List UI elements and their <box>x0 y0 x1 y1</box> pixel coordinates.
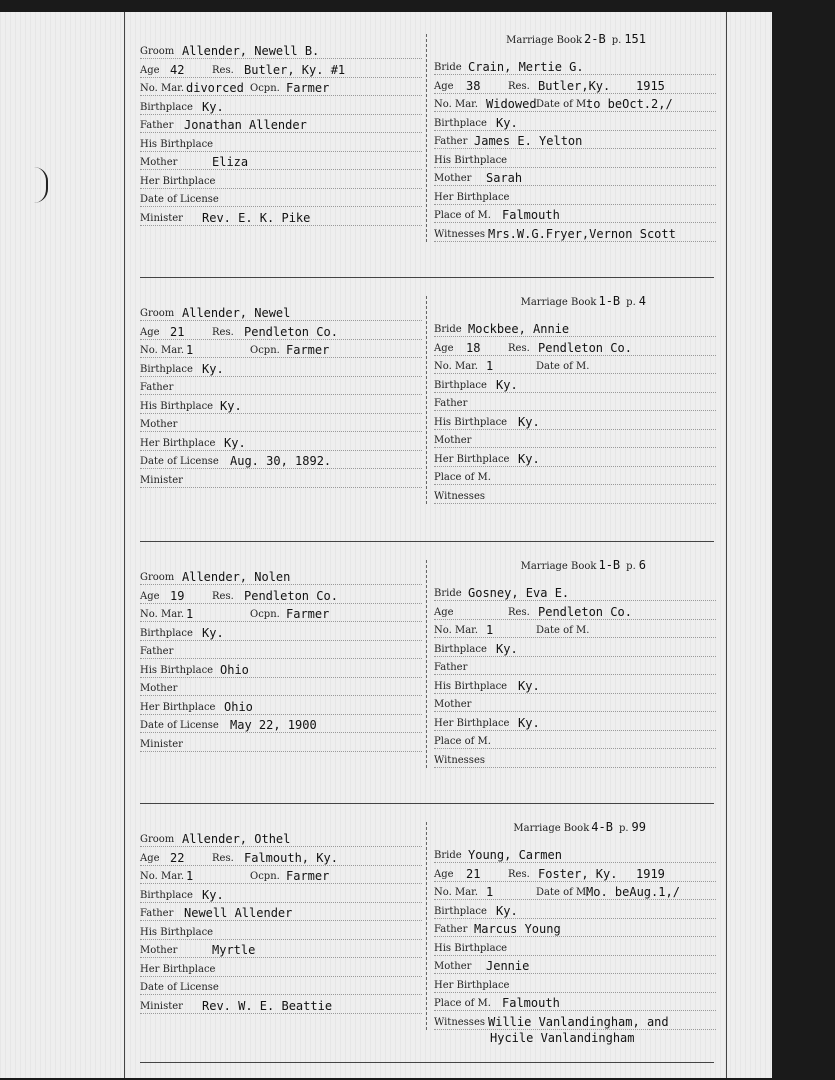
bride-age: 18 <box>466 340 481 355</box>
bride-date-m: Mo. beAug.1,/ <box>586 885 680 899</box>
birthplace-label: Birthplace <box>434 117 487 129</box>
birthplace-label: Birthplace <box>140 627 193 639</box>
place-m-row <box>434 466 716 485</box>
bride-mother: Sarah <box>486 171 523 185</box>
minister-row <box>140 733 422 752</box>
res-label: Res. <box>212 326 234 338</box>
his-birthplace-row <box>434 675 716 694</box>
his-birthplace-label: His Birthplace <box>434 154 508 166</box>
witnesses-row <box>434 1011 716 1030</box>
groom-res: Pendleton Co. <box>244 588 338 603</box>
date-license-label: Date of License <box>140 982 219 993</box>
date-license-label: Date of License <box>140 720 219 731</box>
groom-label: Groom <box>140 46 175 57</box>
bride-her-birthplace: Ky. <box>518 715 540 730</box>
bride-place-m: Falmouth <box>502 996 560 1010</box>
her-birthplace-row <box>140 432 422 451</box>
father-row <box>140 640 422 659</box>
date-license-row <box>140 188 422 207</box>
groom-date-license: May 22, 1900 <box>230 718 317 732</box>
groom-his-birthplace: Ohio <box>220 662 249 677</box>
his-birthplace-label: His Birthplace <box>140 926 214 938</box>
groom-no-mar: 1 <box>186 343 194 357</box>
birthplace-label: Birthplace <box>140 889 193 901</box>
bride-no-mar: 1 <box>486 885 494 899</box>
groom-minister: Rev. W. E. Beattie <box>202 998 333 1013</box>
father-row <box>434 392 716 411</box>
her-birthplace-label: Her Birthplace <box>434 453 510 465</box>
bride-name: Young, Carmen <box>468 848 562 862</box>
groom-her-birthplace: Ohio <box>224 699 253 714</box>
marriage-book-ref <box>521 558 646 572</box>
groom-row <box>140 40 422 59</box>
res-label: Res. <box>212 64 234 76</box>
age-label: Age <box>140 64 160 76</box>
page-label: p. <box>611 35 622 46</box>
witnesses-label: Witnesses <box>434 490 485 502</box>
witnesses-label: Witnesses <box>434 754 485 766</box>
father-label: Father <box>140 908 174 919</box>
bride-row <box>434 318 716 337</box>
ocpn-label: Ocpn. <box>250 345 280 356</box>
no-mar-label: No. Mar. <box>140 609 185 620</box>
card-separator <box>140 1062 714 1063</box>
marriage-book-value: 2-B <box>584 32 606 46</box>
bride-date-m: to beOct.2,/ <box>586 97 673 111</box>
her-birthplace-row <box>434 186 716 205</box>
father-label: Father <box>434 924 468 935</box>
groom-age: 21 <box>170 324 185 339</box>
bride-label: Bride <box>434 850 462 861</box>
column-divider <box>426 822 428 1030</box>
father-row <box>434 130 716 149</box>
bride-res: Pendleton Co. <box>538 604 632 619</box>
place-m-label: Place of M. <box>434 736 491 747</box>
father-label: Father <box>434 136 468 147</box>
age-label: Age <box>140 590 160 602</box>
mother-label: Mother <box>434 173 472 184</box>
page-label: p. <box>618 823 629 834</box>
his-birthplace-label: His Birthplace <box>434 942 508 954</box>
witnesses-row <box>434 223 716 242</box>
mother-label: Mother <box>434 961 472 972</box>
marriage-book-ref <box>506 32 646 46</box>
bride-his-birthplace: Ky. <box>518 678 540 693</box>
no-mar-row <box>434 355 716 374</box>
groom-row <box>140 302 422 321</box>
bride-name: Mockbee, Annie <box>468 322 570 336</box>
groom-birthplace: Ky. <box>202 887 224 902</box>
groom-row <box>140 828 422 847</box>
groom-row <box>140 566 422 585</box>
page-value: 151 <box>624 32 646 46</box>
bride-mother: Jennie <box>486 959 530 973</box>
bride-birthplace: Ky. <box>496 641 518 656</box>
marriage-book-value: 4-B <box>591 820 613 834</box>
marriage-book-label: Marriage Book <box>506 35 583 46</box>
place-m-label: Place of M. <box>434 472 491 483</box>
his-birthplace-row <box>140 395 422 414</box>
no-mar-label: No. Mar. <box>434 361 479 372</box>
bride-res: Butler,Ky. <box>538 78 611 93</box>
age-res-row <box>140 847 422 866</box>
date-license-row <box>140 714 422 733</box>
father-row <box>140 902 422 921</box>
bride-age: 38 <box>466 78 481 93</box>
no-mar-row <box>434 93 716 112</box>
marriage-record-card <box>140 820 716 1045</box>
document-page <box>0 12 772 1078</box>
page-label: p. <box>626 297 636 308</box>
groom-name: Allender, Newel <box>182 306 291 320</box>
date-m-label: Date of M. <box>536 361 590 372</box>
date-license-row <box>140 976 422 995</box>
page-value: 4 <box>638 294 646 308</box>
ocpn-label: Ocpn. <box>250 609 280 620</box>
groom-mother: Myrtle <box>212 943 256 957</box>
bride-birthplace: Ky. <box>496 377 518 392</box>
her-birthplace-label: Her Birthplace <box>140 175 216 187</box>
no-mar-label: No. Mar. <box>434 887 479 898</box>
bride-father: Marcus Young <box>474 922 561 936</box>
age-res-row <box>140 59 422 78</box>
groom-label: Groom <box>140 834 175 845</box>
no-mar-row <box>140 339 422 358</box>
bride-witnesses: Mrs.W.G.Fryer,Vernon Scott <box>488 226 676 241</box>
marriage-record-card <box>140 294 716 504</box>
father-row <box>140 114 422 133</box>
res-label: Res. <box>508 80 530 92</box>
page-value: 6 <box>638 558 646 572</box>
groom-no-mar: 1 <box>186 607 194 621</box>
his-birthplace-row <box>140 133 422 152</box>
minister-row <box>140 469 422 488</box>
bride-res: Foster, Ky. <box>538 866 618 881</box>
place-m-label: Place of M. <box>434 210 491 221</box>
bride-no-mar: Widowed <box>486 97 537 111</box>
mother-label: Mother <box>140 419 178 430</box>
her-birthplace-row <box>140 696 422 715</box>
mother-label: Mother <box>140 157 178 168</box>
page-value: 99 <box>631 820 646 834</box>
age-res-row <box>140 585 422 604</box>
her-birthplace-label: Her Birthplace <box>140 437 216 449</box>
father-row <box>434 656 716 675</box>
bride-row <box>434 56 716 75</box>
bride-row <box>434 844 716 863</box>
place-m-row <box>434 992 716 1011</box>
birthplace-label: Birthplace <box>434 643 487 655</box>
age-label: Age <box>140 852 160 864</box>
marriage-book-label: Marriage Book <box>520 561 597 572</box>
no-mar-label: No. Mar. <box>140 345 185 356</box>
father-row <box>140 376 422 395</box>
bride-year: 1915 <box>636 78 665 93</box>
groom-name: Allender, Nolen <box>182 570 291 584</box>
groom-ocpn: Farmer <box>286 343 330 357</box>
her-birthplace-row <box>434 712 716 731</box>
witnesses-label: Witnesses <box>434 228 485 240</box>
bride-label: Bride <box>434 324 462 335</box>
birthplace-row <box>434 638 716 657</box>
bride-label: Bride <box>434 588 462 599</box>
groom-label: Groom <box>140 308 175 319</box>
date-m-label: Date of M. <box>536 887 590 898</box>
mother-row <box>140 151 422 170</box>
bride-row <box>434 582 716 601</box>
father-label: Father <box>434 398 468 409</box>
groom-ocpn: Farmer <box>286 81 330 95</box>
his-birthplace-label: His Birthplace <box>434 680 508 692</box>
bride-witnesses-continued: Hycile Vanlandingham <box>490 1031 635 1045</box>
groom-her-birthplace: Ky. <box>224 435 246 450</box>
marriage-book-label: Marriage Book <box>513 823 590 834</box>
bride-label: Bride <box>434 62 462 73</box>
groom-mother: Eliza <box>212 155 249 169</box>
no-mar-row <box>434 619 716 638</box>
left-margin-line <box>124 12 125 1078</box>
mother-row <box>140 413 422 432</box>
her-birthplace-label: Her Birthplace <box>434 717 510 729</box>
age-res-row <box>434 601 716 620</box>
age-res-row <box>434 75 716 94</box>
bride-res: Pendleton Co. <box>538 340 632 355</box>
groom-no-mar: divorced <box>186 81 244 95</box>
her-birthplace-label: Her Birthplace <box>140 963 216 975</box>
her-birthplace-row <box>434 448 716 467</box>
witnesses-row <box>434 485 716 504</box>
mother-row <box>434 167 716 186</box>
card-separator <box>140 803 714 804</box>
ocpn-label: Ocpn. <box>250 83 280 94</box>
bride-name: Crain, Mertie G. <box>468 60 584 74</box>
bride-witnesses: Willie Vanlandingham, and <box>488 1014 669 1029</box>
groom-age: 42 <box>170 62 185 77</box>
marriage-book-ref <box>521 294 646 308</box>
age-label: Age <box>434 80 454 92</box>
date-license-label: Date of License <box>140 456 219 467</box>
column-divider <box>426 560 428 768</box>
place-m-label: Place of M. <box>434 998 491 1009</box>
no-mar-label: No. Mar. <box>140 83 185 94</box>
her-birthplace-label: Her Birthplace <box>434 191 510 203</box>
his-birthplace-label: His Birthplace <box>140 664 214 676</box>
groom-ocpn: Farmer <box>286 869 330 883</box>
age-res-row <box>434 337 716 356</box>
column-divider <box>426 296 428 504</box>
bride-birthplace: Ky. <box>496 903 518 918</box>
his-birthplace-label: His Birthplace <box>140 400 214 412</box>
father-row <box>434 918 716 937</box>
card-separator <box>140 277 714 278</box>
marriage-book-label: Marriage Book <box>520 297 597 308</box>
father-label: Father <box>140 120 174 131</box>
minister-label: Minister <box>140 474 183 486</box>
res-label: Res. <box>212 590 234 602</box>
marriage-book-value: 1-B <box>598 294 621 308</box>
birthplace-row <box>434 374 716 393</box>
date-m-label: Date of M. <box>536 99 590 110</box>
groom-father: Jonathan Allender <box>184 118 307 132</box>
bride-birthplace: Ky. <box>496 115 518 130</box>
minister-label: Minister <box>140 738 183 750</box>
birthplace-label: Birthplace <box>140 101 193 113</box>
mother-label: Mother <box>434 435 472 446</box>
groom-name: Allender, Othel <box>182 832 291 846</box>
no-mar-row <box>140 603 422 622</box>
his-birthplace-label: His Birthplace <box>140 138 214 150</box>
groom-name: Allender, Newell B. <box>182 44 320 58</box>
groom-res: Falmouth, Ky. <box>244 850 338 865</box>
birthplace-row <box>140 622 422 641</box>
groom-age: 22 <box>170 850 185 865</box>
age-label: Age <box>434 868 454 880</box>
marriage-record-card <box>140 558 716 768</box>
no-mar-label: No. Mar. <box>434 99 479 110</box>
groom-no-mar: 1 <box>186 869 194 883</box>
right-margin-line <box>726 12 727 1078</box>
his-birthplace-row <box>434 937 716 956</box>
minister-row <box>140 995 422 1014</box>
bride-his-birthplace: Ky. <box>518 414 540 429</box>
his-birthplace-label: His Birthplace <box>434 416 508 428</box>
witnesses-label: Witnesses <box>434 1016 485 1028</box>
groom-age: 19 <box>170 588 185 603</box>
no-mar-label: No. Mar. <box>434 625 479 636</box>
father-label: Father <box>434 662 468 673</box>
groom-res: Pendleton Co. <box>244 324 338 339</box>
father-label: Father <box>140 646 174 657</box>
margin-bracket-mark <box>32 167 48 203</box>
bride-name: Gosney, Eva E. <box>468 586 570 600</box>
birthplace-label: Birthplace <box>434 379 487 391</box>
mother-label: Mother <box>140 683 178 694</box>
date-license-label: Date of License <box>140 194 219 205</box>
marriage-book-ref <box>513 820 646 834</box>
bride-place-m: Falmouth <box>502 208 560 222</box>
minister-row <box>140 207 422 226</box>
birthplace-label: Birthplace <box>140 363 193 375</box>
marriage-record-card <box>140 32 716 242</box>
mother-row <box>140 677 422 696</box>
age-res-row <box>140 321 422 340</box>
date-license-row <box>140 450 422 469</box>
his-birthplace-row <box>434 149 716 168</box>
card-separator <box>140 541 714 542</box>
groom-his-birthplace: Ky. <box>220 398 242 413</box>
bride-age: 21 <box>466 866 481 881</box>
age-label: Age <box>434 342 454 354</box>
res-label: Res. <box>508 868 530 880</box>
date-m-label: Date of M. <box>536 625 590 636</box>
column-divider <box>426 34 428 242</box>
mother-row <box>434 429 716 448</box>
bride-no-mar: 1 <box>486 359 494 373</box>
her-birthplace-row <box>140 958 422 977</box>
birthplace-row <box>434 900 716 919</box>
birthplace-row <box>140 884 422 903</box>
birthplace-row <box>434 112 716 131</box>
marriage-book-value: 1-B <box>598 558 621 572</box>
minister-label: Minister <box>140 1000 183 1012</box>
groom-ocpn: Farmer <box>286 607 330 621</box>
age-res-row <box>434 863 716 882</box>
res-label: Res. <box>508 606 530 618</box>
no-mar-label: No. Mar. <box>140 871 185 882</box>
no-mar-row <box>140 77 422 96</box>
mother-label: Mother <box>140 945 178 956</box>
birthplace-row <box>140 96 422 115</box>
her-birthplace-label: Her Birthplace <box>434 979 510 991</box>
res-label: Res. <box>508 342 530 354</box>
res-label: Res. <box>212 852 234 864</box>
no-mar-row <box>140 865 422 884</box>
her-birthplace-label: Her Birthplace <box>140 701 216 713</box>
bride-her-birthplace: Ky. <box>518 451 540 466</box>
bride-father: James E. Yelton <box>474 134 583 148</box>
groom-minister: Rev. E. K. Pike <box>202 210 311 225</box>
his-birthplace-row <box>140 659 422 678</box>
no-mar-row <box>434 881 716 900</box>
birthplace-label: Birthplace <box>434 905 487 917</box>
age-label: Age <box>140 326 160 338</box>
place-m-row <box>434 204 716 223</box>
witnesses-row <box>434 749 716 768</box>
groom-label: Groom <box>140 572 175 583</box>
age-label: Age <box>434 606 454 618</box>
mother-row <box>140 939 422 958</box>
mother-row <box>434 955 716 974</box>
page-label: p. <box>626 561 636 572</box>
minister-label: Minister <box>140 212 183 224</box>
his-birthplace-row <box>140 921 422 940</box>
groom-birthplace: Ky. <box>202 99 224 114</box>
groom-res: Butler, Ky. #1 <box>244 62 346 77</box>
her-birthplace-row <box>140 170 422 189</box>
groom-date-license: Aug. 30, 1892. <box>230 454 332 468</box>
mother-row <box>434 693 716 712</box>
bride-no-mar: 1 <box>486 623 494 637</box>
groom-birthplace: Ky. <box>202 625 224 640</box>
father-label: Father <box>140 382 174 393</box>
her-birthplace-row <box>434 974 716 993</box>
bride-year: 1919 <box>636 866 665 881</box>
place-m-row <box>434 730 716 749</box>
ocpn-label: Ocpn. <box>250 871 280 882</box>
his-birthplace-row <box>434 411 716 430</box>
groom-birthplace: Ky. <box>202 361 224 376</box>
groom-father: Newell Allender <box>184 906 293 920</box>
birthplace-row <box>140 358 422 377</box>
mother-label: Mother <box>434 699 472 710</box>
